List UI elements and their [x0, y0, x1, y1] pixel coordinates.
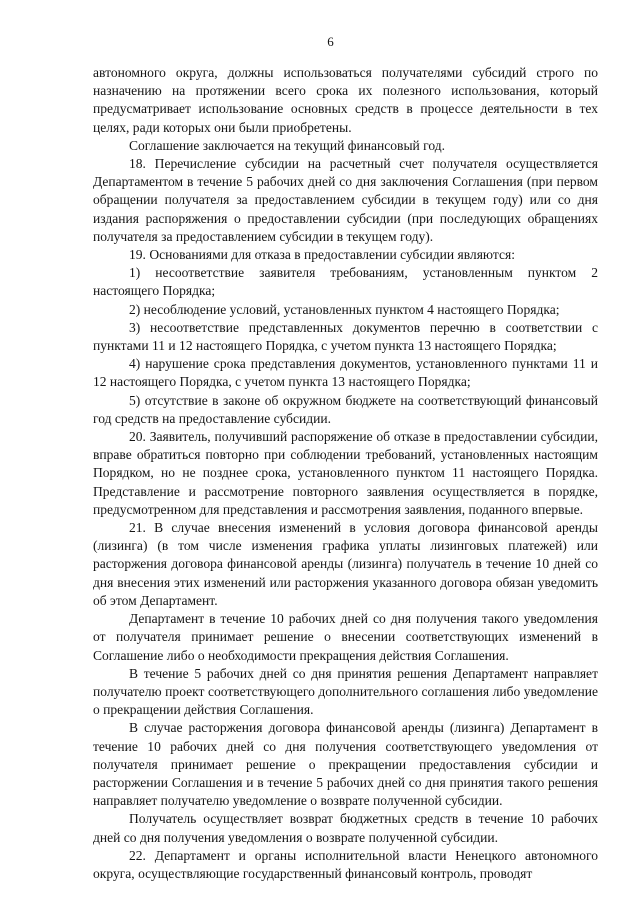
paragraph: Получатель осуществляет возврат бюджетных средств в течение 10 рабочих дней со дня получения уведомления о возврате полученной субсидии.: [93, 811, 598, 845]
page-number: 6: [327, 34, 334, 49]
list-item: 3) несоответствие представленных документов перечню в соответствии с пунктами 11 и 12 настоящего Порядка, с учетом пункта 13 настоящего Порядка;: [93, 319, 598, 354]
list-item: 2) несоблюдение условий, установленных пунктом 4 настоящего Порядка;: [129, 301, 560, 317]
paragraph: 19. Основаниями для отказа в предоставлении субсидии являются:: [129, 247, 515, 263]
document-body: [93, 64, 598, 883]
paragraph: автономного округа, должны использоваться получателями субсидий строго по назначению на протяжении всего срока их полезного использования, который предусматривает использование основных средств в процессе деятельности в тех целях, ради которых они были приобретены.: [93, 65, 598, 135]
paragraph: 20. Заявитель, получивший распоряжение об отказе в предоставлении субсидии, вправе обратиться повторно при соблюдении требований, установленных настоящим Порядком, но не позднее срока, установленного пунктом 11 настоящего Порядка. Представление и рассмотрение повторного заявления осуществляется в порядке, предусмотренном для представления и рассмотрения заявления, поданного впервые.: [93, 429, 598, 517]
paragraph: 21. В случае внесения изменений в условия договора финансовой аренды (лизинга) (в том числе изменения графика уплаты лизинговых платежей) или расторжения договора финансовой аренды (лизинга) получатель в течение 10 дней со дня внесения этих изменений или расторжения указанного договора обязан уведомить об этом Департамент.: [93, 520, 598, 608]
paragraph: В случае расторжения договора финансовой аренды (лизинга) Департамент в течение 10 рабочих дней со дня получения соответствующего уведомления от получателя принимает решение о прекращении предоставления субсидии и расторжении Соглашения и в течение 5 рабочих дней со дня принятия такого решения направляет получателю уведомление о возврате полученной субсидии.: [93, 720, 598, 809]
paragraph: Департамент в течение 10 рабочих дней со дня получения такого уведомления от получателя принимает решение о внесении соответствующих изменений в Соглашение либо о необходимости прекращения действия Соглашения.: [93, 611, 598, 663]
list-item: 1) несоответствие заявителя требованиям, установленным пунктом 2 настоящего Порядка;: [93, 265, 598, 299]
list-item: 5) отсутствие в законе об окружном бюджете на соответствующий финансовый год средств на предоставление субсидии.: [93, 392, 598, 426]
paragraph: В течение 5 рабочих дней со дня принятия решения Департамент направляет получателю проект соответствующего дополнительного соглашения либо уведомление о прекращении действия Соглашения.: [93, 665, 598, 718]
paragraph: 18. Перечисление субсидии на расчетный счет получателя осуществляется Департаментом в течение 5 рабочих дней со дня заключения Соглашения (при первом обращении получателя за предоставлением субсидии в текущем году) или со дня издания распоряжения о предоставлении субсидии (при последующих обращениях получателя за предоставлением субсидии в текущем году).: [93, 156, 598, 244]
paragraph: Соглашение заключается на текущий финансовый год.: [129, 137, 446, 153]
paragraph: 22. Департамент и органы исполнительной власти Ненецкого автономного округа, осуществляющие государственный финансовый контроль, проводят: [93, 847, 598, 881]
list-item: 4) нарушение срока представления документов, установленного пунктами 11 и 12 настоящего Порядка, с учетом пункта 13 настоящего Порядка;: [93, 356, 598, 390]
